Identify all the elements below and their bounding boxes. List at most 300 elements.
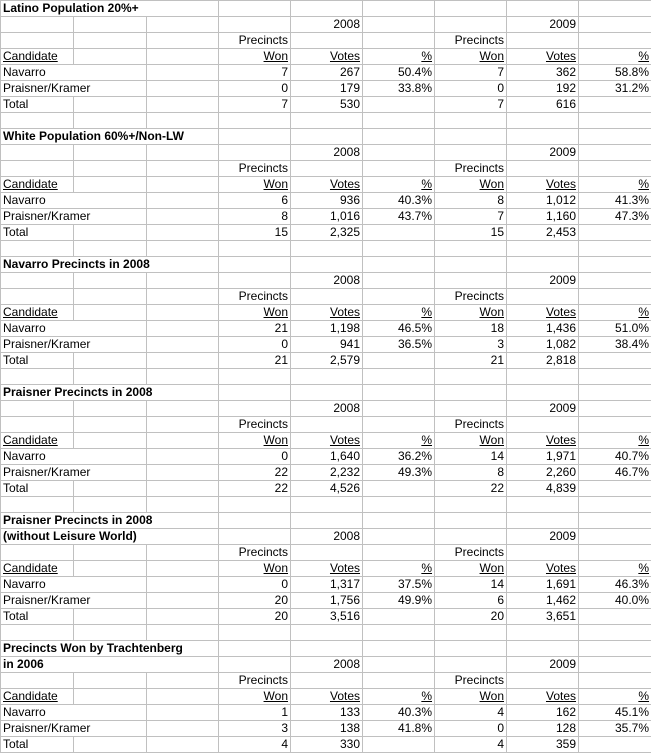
won-2008[interactable]: 7 [219,65,291,81]
total-votes-2009[interactable]: 616 [507,97,579,113]
candidate-header[interactable]: Candidate [1,305,74,321]
cell[interactable] [291,497,363,513]
cell[interactable] [74,673,147,689]
cell[interactable] [74,113,147,129]
won-2008[interactable]: 0 [219,449,291,465]
pct-header[interactable]: % [363,305,435,321]
total-won-2009[interactable]: 22 [435,481,507,497]
votes-2008[interactable]: 133 [291,705,363,721]
cell[interactable] [147,705,219,721]
pct-2009[interactable]: 38.4% [579,337,651,353]
won-2009[interactable]: 0 [435,721,507,737]
pct-header[interactable]: % [363,433,435,449]
precincts-header[interactable]: Precincts [435,417,507,433]
cell[interactable] [363,161,435,177]
won-header[interactable]: Won [435,305,507,321]
cell[interactable] [1,273,74,289]
cell[interactable] [435,385,507,401]
cell[interactable] [147,401,219,417]
cell[interactable] [74,433,147,449]
cell[interactable] [74,353,147,369]
won-2008[interactable]: 22 [219,465,291,481]
total-won-2008[interactable]: 4 [219,737,291,753]
cell[interactable] [579,545,651,561]
section-title[interactable]: Navarro Precincts in 2008 [1,257,219,273]
won-header[interactable]: Won [435,433,507,449]
cell[interactable] [1,497,74,513]
cell[interactable] [74,417,147,433]
pct-2008[interactable]: 40.3% [363,193,435,209]
pct-2009[interactable]: 47.3% [579,209,651,225]
won-header[interactable]: Won [219,689,291,705]
cell[interactable] [579,497,651,513]
cell[interactable] [147,609,219,625]
pct-2009[interactable]: 46.7% [579,465,651,481]
year-header-2009[interactable]: 2009 [507,145,579,161]
votes-header[interactable]: Votes [291,49,363,65]
cell[interactable] [579,17,651,33]
cell[interactable] [579,673,651,689]
cell[interactable] [147,545,219,561]
cell[interactable] [579,353,651,369]
total-won-2008[interactable]: 7 [219,97,291,113]
votes-header[interactable]: Votes [291,177,363,193]
cell[interactable] [219,529,291,545]
cell[interactable] [363,625,435,641]
cell[interactable] [435,369,507,385]
cell[interactable] [1,369,74,385]
cell[interactable] [147,241,219,257]
pct-2008[interactable]: 49.3% [363,465,435,481]
won-header[interactable]: Won [435,561,507,577]
votes-2008[interactable]: 138 [291,721,363,737]
total-votes-2008[interactable]: 2,579 [291,353,363,369]
precincts-header[interactable]: Precincts [219,417,291,433]
cell[interactable] [363,369,435,385]
votes-2009[interactable]: 2,260 [507,465,579,481]
votes-2009[interactable]: 1,971 [507,449,579,465]
cell[interactable] [147,17,219,33]
precincts-header[interactable]: Precincts [435,289,507,305]
cell[interactable] [291,1,363,17]
cell[interactable] [507,513,579,529]
cell[interactable] [147,417,219,433]
cell[interactable] [74,33,147,49]
votes-2008[interactable]: 1,016 [291,209,363,225]
year-header-2008[interactable]: 2008 [291,401,363,417]
cell[interactable] [147,273,219,289]
votes-header[interactable]: Votes [291,433,363,449]
votes-header[interactable]: Votes [507,561,579,577]
cell[interactable] [147,65,219,81]
section-title[interactable]: Praisner Precincts in 2008 [1,513,219,529]
votes-2009[interactable]: 1,691 [507,577,579,593]
cell[interactable] [219,145,291,161]
won-2008[interactable]: 0 [219,81,291,97]
cell[interactable] [74,305,147,321]
cell[interactable] [579,369,651,385]
votes-2008[interactable]: 2,232 [291,465,363,481]
won-header[interactable]: Won [219,177,291,193]
pct-header[interactable]: % [363,689,435,705]
pct-2009[interactable]: 40.0% [579,593,651,609]
cell[interactable] [147,353,219,369]
cell[interactable] [363,673,435,689]
cell[interactable] [291,641,363,657]
cell[interactable] [147,593,219,609]
candidate-name[interactable]: Praisner/Kramer [1,465,147,481]
cell[interactable] [219,257,291,273]
cell[interactable] [74,737,147,753]
total-votes-2008[interactable]: 4,526 [291,481,363,497]
candidate-name[interactable]: Navarro [1,449,147,465]
cell[interactable] [74,561,147,577]
year-header-2009[interactable]: 2009 [507,17,579,33]
cell[interactable] [363,353,435,369]
total-label[interactable]: Total [1,609,74,625]
cell[interactable] [74,545,147,561]
total-won-2008[interactable]: 20 [219,609,291,625]
cell[interactable] [147,305,219,321]
cell[interactable] [507,161,579,177]
cell[interactable] [219,497,291,513]
cell[interactable] [1,417,74,433]
pct-2009[interactable]: 51.0% [579,321,651,337]
precincts-header[interactable]: Precincts [219,289,291,305]
cell[interactable] [363,145,435,161]
votes-header[interactable]: Votes [507,177,579,193]
total-votes-2009[interactable]: 2,818 [507,353,579,369]
total-won-2009[interactable]: 7 [435,97,507,113]
cell[interactable] [291,385,363,401]
year-header-2009[interactable]: 2009 [507,401,579,417]
cell[interactable] [1,17,74,33]
total-won-2008[interactable]: 22 [219,481,291,497]
cell[interactable] [363,657,435,673]
pct-header[interactable]: % [579,433,651,449]
total-won-2008[interactable]: 21 [219,353,291,369]
precincts-header[interactable]: Precincts [435,545,507,561]
total-votes-2009[interactable]: 4,839 [507,481,579,497]
cell[interactable] [579,161,651,177]
won-2009[interactable]: 4 [435,705,507,721]
section-title[interactable]: Latino Population 20%+ [1,1,219,17]
cell[interactable] [435,497,507,513]
cell[interactable] [147,577,219,593]
candidate-name[interactable]: Praisner/Kramer [1,81,147,97]
votes-2009[interactable]: 362 [507,65,579,81]
year-header-2009[interactable]: 2009 [507,529,579,545]
year-header-2008[interactable]: 2008 [291,529,363,545]
cell[interactable] [1,545,74,561]
cell[interactable] [147,497,219,513]
won-2009[interactable]: 8 [435,193,507,209]
cell[interactable] [579,113,651,129]
cell[interactable] [74,17,147,33]
cell[interactable] [219,113,291,129]
total-label[interactable]: Total [1,97,74,113]
cell[interactable] [1,241,74,257]
pct-2008[interactable]: 40.3% [363,705,435,721]
cell[interactable] [579,641,651,657]
won-2009[interactable]: 7 [435,209,507,225]
cell[interactable] [579,129,651,145]
votes-2008[interactable]: 1,317 [291,577,363,593]
cell[interactable] [291,129,363,145]
won-2008[interactable]: 6 [219,193,291,209]
cell[interactable] [363,273,435,289]
won-2008[interactable]: 8 [219,209,291,225]
cell[interactable] [74,273,147,289]
cell[interactable] [1,673,74,689]
total-votes-2009[interactable]: 3,651 [507,609,579,625]
cell[interactable] [507,369,579,385]
pct-2009[interactable]: 45.1% [579,705,651,721]
year-header-2009[interactable]: 2009 [507,657,579,673]
cell[interactable] [579,625,651,641]
votes-2008[interactable]: 179 [291,81,363,97]
pct-header[interactable]: % [579,561,651,577]
total-votes-2008[interactable]: 530 [291,97,363,113]
votes-2009[interactable]: 128 [507,721,579,737]
cell[interactable] [435,529,507,545]
cell[interactable] [507,641,579,657]
won-2008[interactable]: 0 [219,337,291,353]
pct-2008[interactable]: 36.2% [363,449,435,465]
cell[interactable] [579,417,651,433]
votes-2009[interactable]: 1,436 [507,321,579,337]
total-votes-2009[interactable]: 2,453 [507,225,579,241]
cell[interactable] [363,545,435,561]
cell[interactable] [147,625,219,641]
total-won-2009[interactable]: 20 [435,609,507,625]
cell[interactable] [147,465,219,481]
year-header-2009[interactable]: 2009 [507,273,579,289]
cell[interactable] [74,225,147,241]
cell[interactable] [219,369,291,385]
cell[interactable] [1,625,74,641]
won-header[interactable]: Won [219,305,291,321]
cell[interactable] [291,513,363,529]
won-header[interactable]: Won [219,433,291,449]
total-won-2009[interactable]: 15 [435,225,507,241]
cell[interactable] [435,129,507,145]
cell[interactable] [507,625,579,641]
votes-2009[interactable]: 1,012 [507,193,579,209]
cell[interactable] [74,481,147,497]
cell[interactable] [219,513,291,529]
candidate-header[interactable]: Candidate [1,689,74,705]
cell[interactable] [363,1,435,17]
votes-header[interactable]: Votes [507,689,579,705]
won-2009[interactable]: 14 [435,449,507,465]
cell[interactable] [219,129,291,145]
votes-header[interactable]: Votes [507,433,579,449]
cell[interactable] [435,113,507,129]
cell[interactable] [291,369,363,385]
pct-header[interactable]: % [579,689,651,705]
won-header[interactable]: Won [219,49,291,65]
candidate-header[interactable]: Candidate [1,177,74,193]
cell[interactable] [219,401,291,417]
votes-header[interactable]: Votes [291,689,363,705]
cell[interactable] [363,497,435,513]
cell[interactable] [74,289,147,305]
cell[interactable] [579,737,651,753]
cell[interactable] [363,257,435,273]
cell[interactable] [507,257,579,273]
pct-2009[interactable]: 31.2% [579,81,651,97]
cell[interactable] [147,481,219,497]
votes-2008[interactable]: 936 [291,193,363,209]
section-title[interactable]: Praisner Precincts in 2008 [1,385,219,401]
pct-2009[interactable]: 40.7% [579,449,651,465]
won-2009[interactable]: 3 [435,337,507,353]
cell[interactable] [507,497,579,513]
cell[interactable] [147,673,219,689]
won-header[interactable]: Won [435,49,507,65]
year-header-2008[interactable]: 2008 [291,145,363,161]
candidate-header[interactable]: Candidate [1,433,74,449]
cell[interactable] [435,241,507,257]
cell[interactable] [1,401,74,417]
cell[interactable] [363,641,435,657]
precincts-header[interactable]: Precincts [219,161,291,177]
cell[interactable] [219,241,291,257]
section-title[interactable]: White Population 60%+/Non-LW [1,129,219,145]
candidate-name[interactable]: Navarro [1,65,147,81]
cell[interactable] [291,257,363,273]
cell[interactable] [147,737,219,753]
cell[interactable] [363,241,435,257]
cell[interactable] [147,177,219,193]
cell[interactable] [579,609,651,625]
cell[interactable] [579,657,651,673]
cell[interactable] [507,545,579,561]
precincts-header[interactable]: Precincts [435,161,507,177]
won-2008[interactable]: 20 [219,593,291,609]
cell[interactable] [363,529,435,545]
cell[interactable] [147,97,219,113]
votes-2008[interactable]: 941 [291,337,363,353]
cell[interactable] [147,33,219,49]
cell[interactable] [435,17,507,33]
cell[interactable] [291,545,363,561]
votes-2009[interactable]: 1,462 [507,593,579,609]
cell[interactable] [291,113,363,129]
section-title[interactable]: (without Leisure World) [1,529,219,545]
total-votes-2008[interactable]: 3,516 [291,609,363,625]
pct-2009[interactable]: 58.8% [579,65,651,81]
candidate-name[interactable]: Praisner/Kramer [1,337,147,353]
section-title[interactable]: in 2006 [1,657,219,673]
cell[interactable] [1,289,74,305]
won-header[interactable]: Won [435,177,507,193]
cell[interactable] [219,625,291,641]
votes-header[interactable]: Votes [507,49,579,65]
won-2008[interactable]: 0 [219,577,291,593]
cell[interactable] [363,401,435,417]
pct-header[interactable]: % [363,561,435,577]
cell[interactable] [435,273,507,289]
candidate-name[interactable]: Navarro [1,193,147,209]
won-2008[interactable]: 3 [219,721,291,737]
cell[interactable] [147,145,219,161]
candidate-name[interactable]: Navarro [1,577,147,593]
cell[interactable] [363,225,435,241]
votes-header[interactable]: Votes [291,305,363,321]
cell[interactable] [147,49,219,65]
cell[interactable] [74,497,147,513]
total-label[interactable]: Total [1,353,74,369]
votes-2008[interactable]: 267 [291,65,363,81]
cell[interactable] [435,657,507,673]
cell[interactable] [363,737,435,753]
cell[interactable] [363,129,435,145]
precincts-header[interactable]: Precincts [219,673,291,689]
cell[interactable] [507,1,579,17]
cell[interactable] [219,657,291,673]
year-header-2008[interactable]: 2008 [291,273,363,289]
cell[interactable] [435,401,507,417]
pct-header[interactable]: % [579,49,651,65]
cell[interactable] [579,481,651,497]
won-2009[interactable]: 6 [435,593,507,609]
cell[interactable] [291,289,363,305]
won-2009[interactable]: 14 [435,577,507,593]
cell[interactable] [435,145,507,161]
candidate-name[interactable]: Praisner/Kramer [1,209,147,225]
cell[interactable] [147,561,219,577]
votes-header[interactable]: Votes [291,561,363,577]
cell[interactable] [147,449,219,465]
cell[interactable] [363,513,435,529]
won-2009[interactable]: 7 [435,65,507,81]
pct-header[interactable]: % [579,305,651,321]
cell[interactable] [579,145,651,161]
cell[interactable] [507,113,579,129]
cell[interactable] [1,161,74,177]
cell[interactable] [507,33,579,49]
total-won-2009[interactable]: 21 [435,353,507,369]
cell[interactable] [363,113,435,129]
cell[interactable] [579,513,651,529]
precincts-header[interactable]: Precincts [219,33,291,49]
cell[interactable] [363,481,435,497]
total-label[interactable]: Total [1,481,74,497]
year-header-2008[interactable]: 2008 [291,17,363,33]
precincts-header[interactable]: Precincts [219,545,291,561]
cell[interactable] [74,401,147,417]
cell[interactable] [147,721,219,737]
pct-2008[interactable]: 49.9% [363,593,435,609]
cell[interactable] [579,401,651,417]
votes-header[interactable]: Votes [507,305,579,321]
cell[interactable] [363,97,435,113]
precincts-header[interactable]: Precincts [435,33,507,49]
total-won-2008[interactable]: 15 [219,225,291,241]
cell[interactable] [147,433,219,449]
won-2008[interactable]: 21 [219,321,291,337]
cell[interactable] [363,417,435,433]
cell[interactable] [219,641,291,657]
cell[interactable] [219,1,291,17]
cell[interactable] [219,17,291,33]
won-header[interactable]: Won [435,689,507,705]
cell[interactable] [363,17,435,33]
year-header-2008[interactable]: 2008 [291,657,363,673]
pct-2009[interactable]: 41.3% [579,193,651,209]
